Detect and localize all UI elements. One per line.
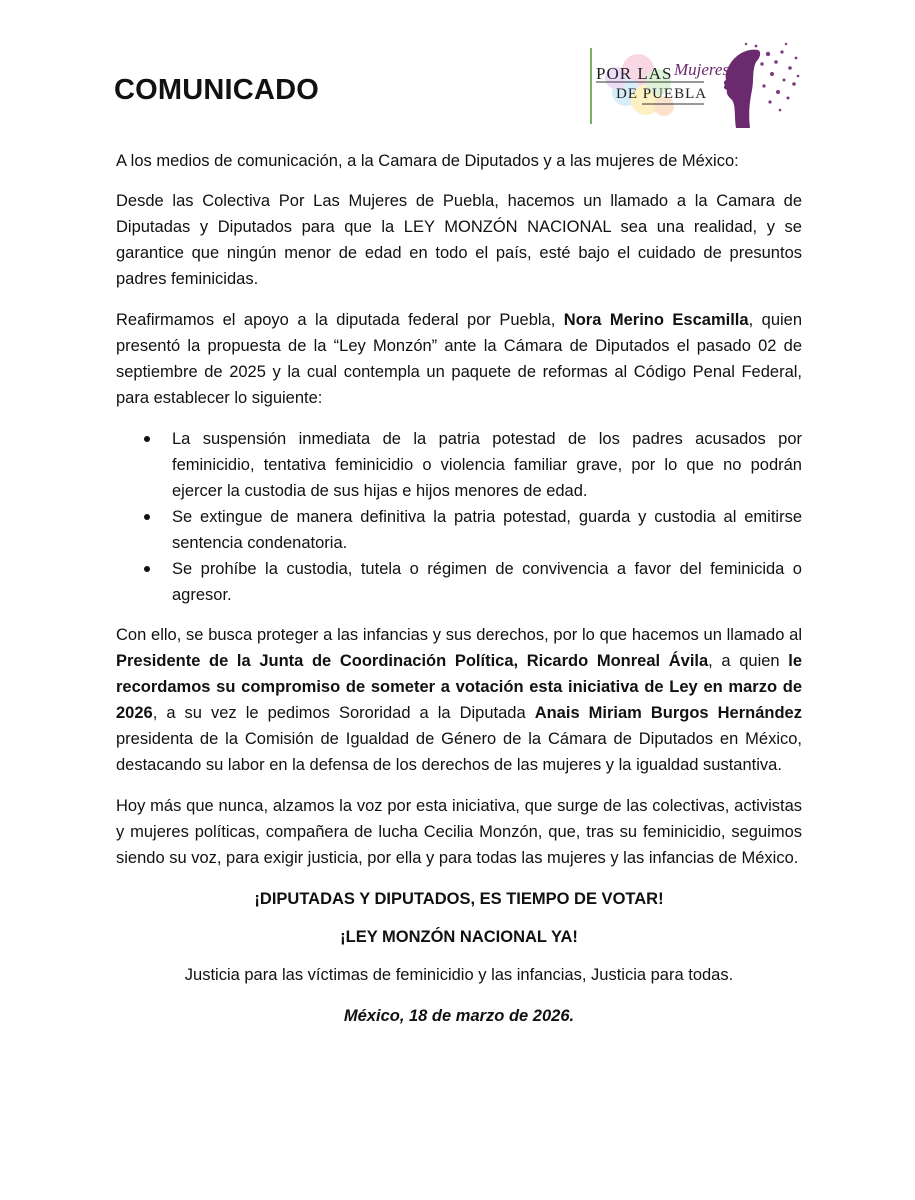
text-run: , a quien (708, 652, 789, 670)
paragraph-raise-voice: Hoy más que nunca, alzamos la voz por esta iniciativa, que surge de las colectivas, activistas y mujeres políticas, compañera de lucha Cecilia Monzón, que, tras su feminicidio, seguimos siendo su voz, para exigir justicia, por ella y para todas las mujeres y las infancias de México. (116, 797, 802, 867)
paragraph-support-deputy (116, 307, 802, 411)
text-run: , quien presentó la propuesta de la “Ley Monzón” ante la Cámara de Diputados el pasado 02 de septiembre de 2025 y la cual contempla un paquete de reformas al Código Penal Federal, para establecer lo siguiente: (116, 311, 803, 407)
list-item-text: Se prohíbe la custodia, tutela o régimen de convivencia a favor del feminicida o agresor. (172, 560, 802, 604)
logo-text-de-puebla: DE PUEBLA (616, 86, 708, 102)
page-title: COMUNICADO (114, 74, 319, 106)
list-item (172, 504, 802, 556)
slogan-ley-monzon: ¡LEY MONZÓN NACIONAL YA! (340, 928, 578, 946)
list-item-text: La suspensión inmediata de la patria potestad de los padres acusados por feminicidio, tentativa feminicidio o violencia familiar grave, por lo que no podrán ejercer la custodia de sus hijas e hijos menores de edad. (172, 430, 802, 500)
list-item (172, 556, 802, 608)
text-run: , a su vez le pedimos Sororidad a la Diputada (152, 704, 535, 722)
vote-commitment: le recordamos su compromiso de someter a votación esta iniciativa de Ley en marzo de 2026 (116, 652, 802, 722)
list-item-text: Se extingue de manera definitiva la patria potestad, guarda y custodia al emitirse sentencia condenatoria. (172, 508, 802, 552)
jucopo-president: Presidente de la Junta de Coordinación Política, Ricardo Monreal Ávila (116, 652, 709, 670)
list-item (172, 426, 802, 504)
bullet-icon (144, 566, 150, 572)
bullet-icon (144, 514, 150, 520)
logo-text-mujeres: Mujeres (674, 60, 730, 79)
press-release-body (116, 148, 802, 1044)
text-run: presidenta de la Comisión de Igualdad de Género de la Cámara de Diputados en México, destacando su labor en la defensa de los derechos de las mujeres y la igualdad sustantiva. (116, 730, 802, 774)
text-run: Con ello, se busca proteger a las infancias y sus derechos, por lo que hacemos un llamado al (116, 626, 802, 644)
paragraph-call-to-jucopo (116, 622, 802, 778)
salutation: A los medios de comunicación, a la Camara de Diputados y a las mujeres de México: (116, 152, 739, 170)
bullet-icon (144, 436, 150, 442)
slogan-vote: ¡DIPUTADAS Y DIPUTADOS, ES TIEMPO DE VOTAR! (254, 890, 664, 908)
organization-logo (586, 40, 801, 132)
deputy-name: Nora Merino Escamilla (563, 311, 749, 329)
deputy-burgos-name: Anais Miriam Burgos Hernández (534, 704, 802, 722)
place-and-date: México, 18 de marzo de 2026. (343, 1007, 575, 1025)
paragraph-call-to-chamber: Desde las Colectiva Por Las Mujeres de Puebla, hacemos un llamado a la Camara de Diputadas y Diputados para que la LEY MONZÓN NACIONAL sea una realidad, y se garantice que ningún menor de edad en todo el país, esté bajo el cuidado de presuntos padres feminicidas. (116, 192, 802, 288)
text-run: Reafirmamos el apoyo a la diputada federal por Puebla, (116, 311, 564, 329)
closing-line: Justicia para las víctimas de feminicidio y las infancias, Justicia para todas. (184, 966, 734, 984)
logo-text-por-las: POR LAS (596, 64, 673, 83)
reform-list (116, 426, 802, 608)
